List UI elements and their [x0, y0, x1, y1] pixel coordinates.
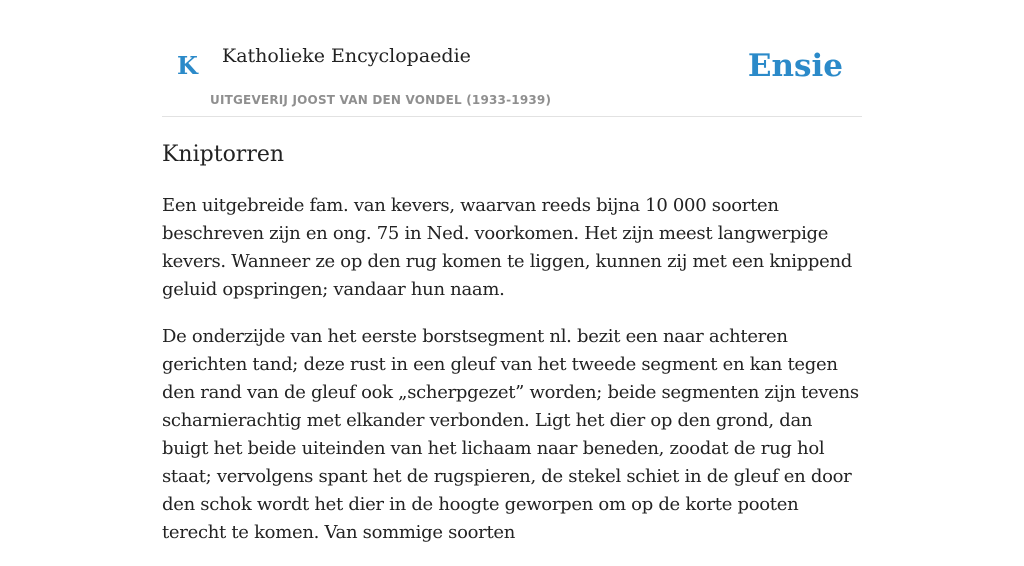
brand-logo-link[interactable]: Ensie — [747, 48, 843, 84]
article-body — [162, 192, 862, 547]
site-header — [162, 0, 862, 117]
site-title: Katholieke Encyclopaedie — [222, 45, 471, 67]
publisher-subtitle: UITGEVERIJ JOOST VAN DEN VONDEL (1933-1939) — [210, 93, 552, 107]
site-logo-link[interactable]: K — [177, 51, 198, 80]
page — [162, 0, 862, 566]
article-paragraph: Een uitgebreide fam. van kevers, waarvan reeds bijna 10 000 soorten beschreven zijn en ong. 75 in Ned. voorkomen. Het zijn meest langwerpige kevers. Wanneer ze op den rug komen te liggen, kunnen zij met een knippend geluid opspringen; vandaar hun naam. — [162, 194, 853, 300]
article-title: Kniptorren — [162, 142, 285, 167]
article-paragraph: De onderzijde van het eerste borstsegment nl. bezit een naar achteren gerichten tand; deze rust in een gleuf van het tweede segment en kan tegen den rand van de gleuf ook „scherpgezet” worden; beide segmenten zijn tevens scharnierachtig met elkander verbonden. Ligt het dier op den grond, dan buigt het beide uiteinden van het lichaam naar beneden, zoodat de rug hol staat; vervolgens spant het de rugspieren, de stekel schiet in de gleuf en door den schok wordt het dier in de hoogte geworpen om op de korte pooten terecht te komen. Van sommige soorten — [162, 325, 859, 543]
